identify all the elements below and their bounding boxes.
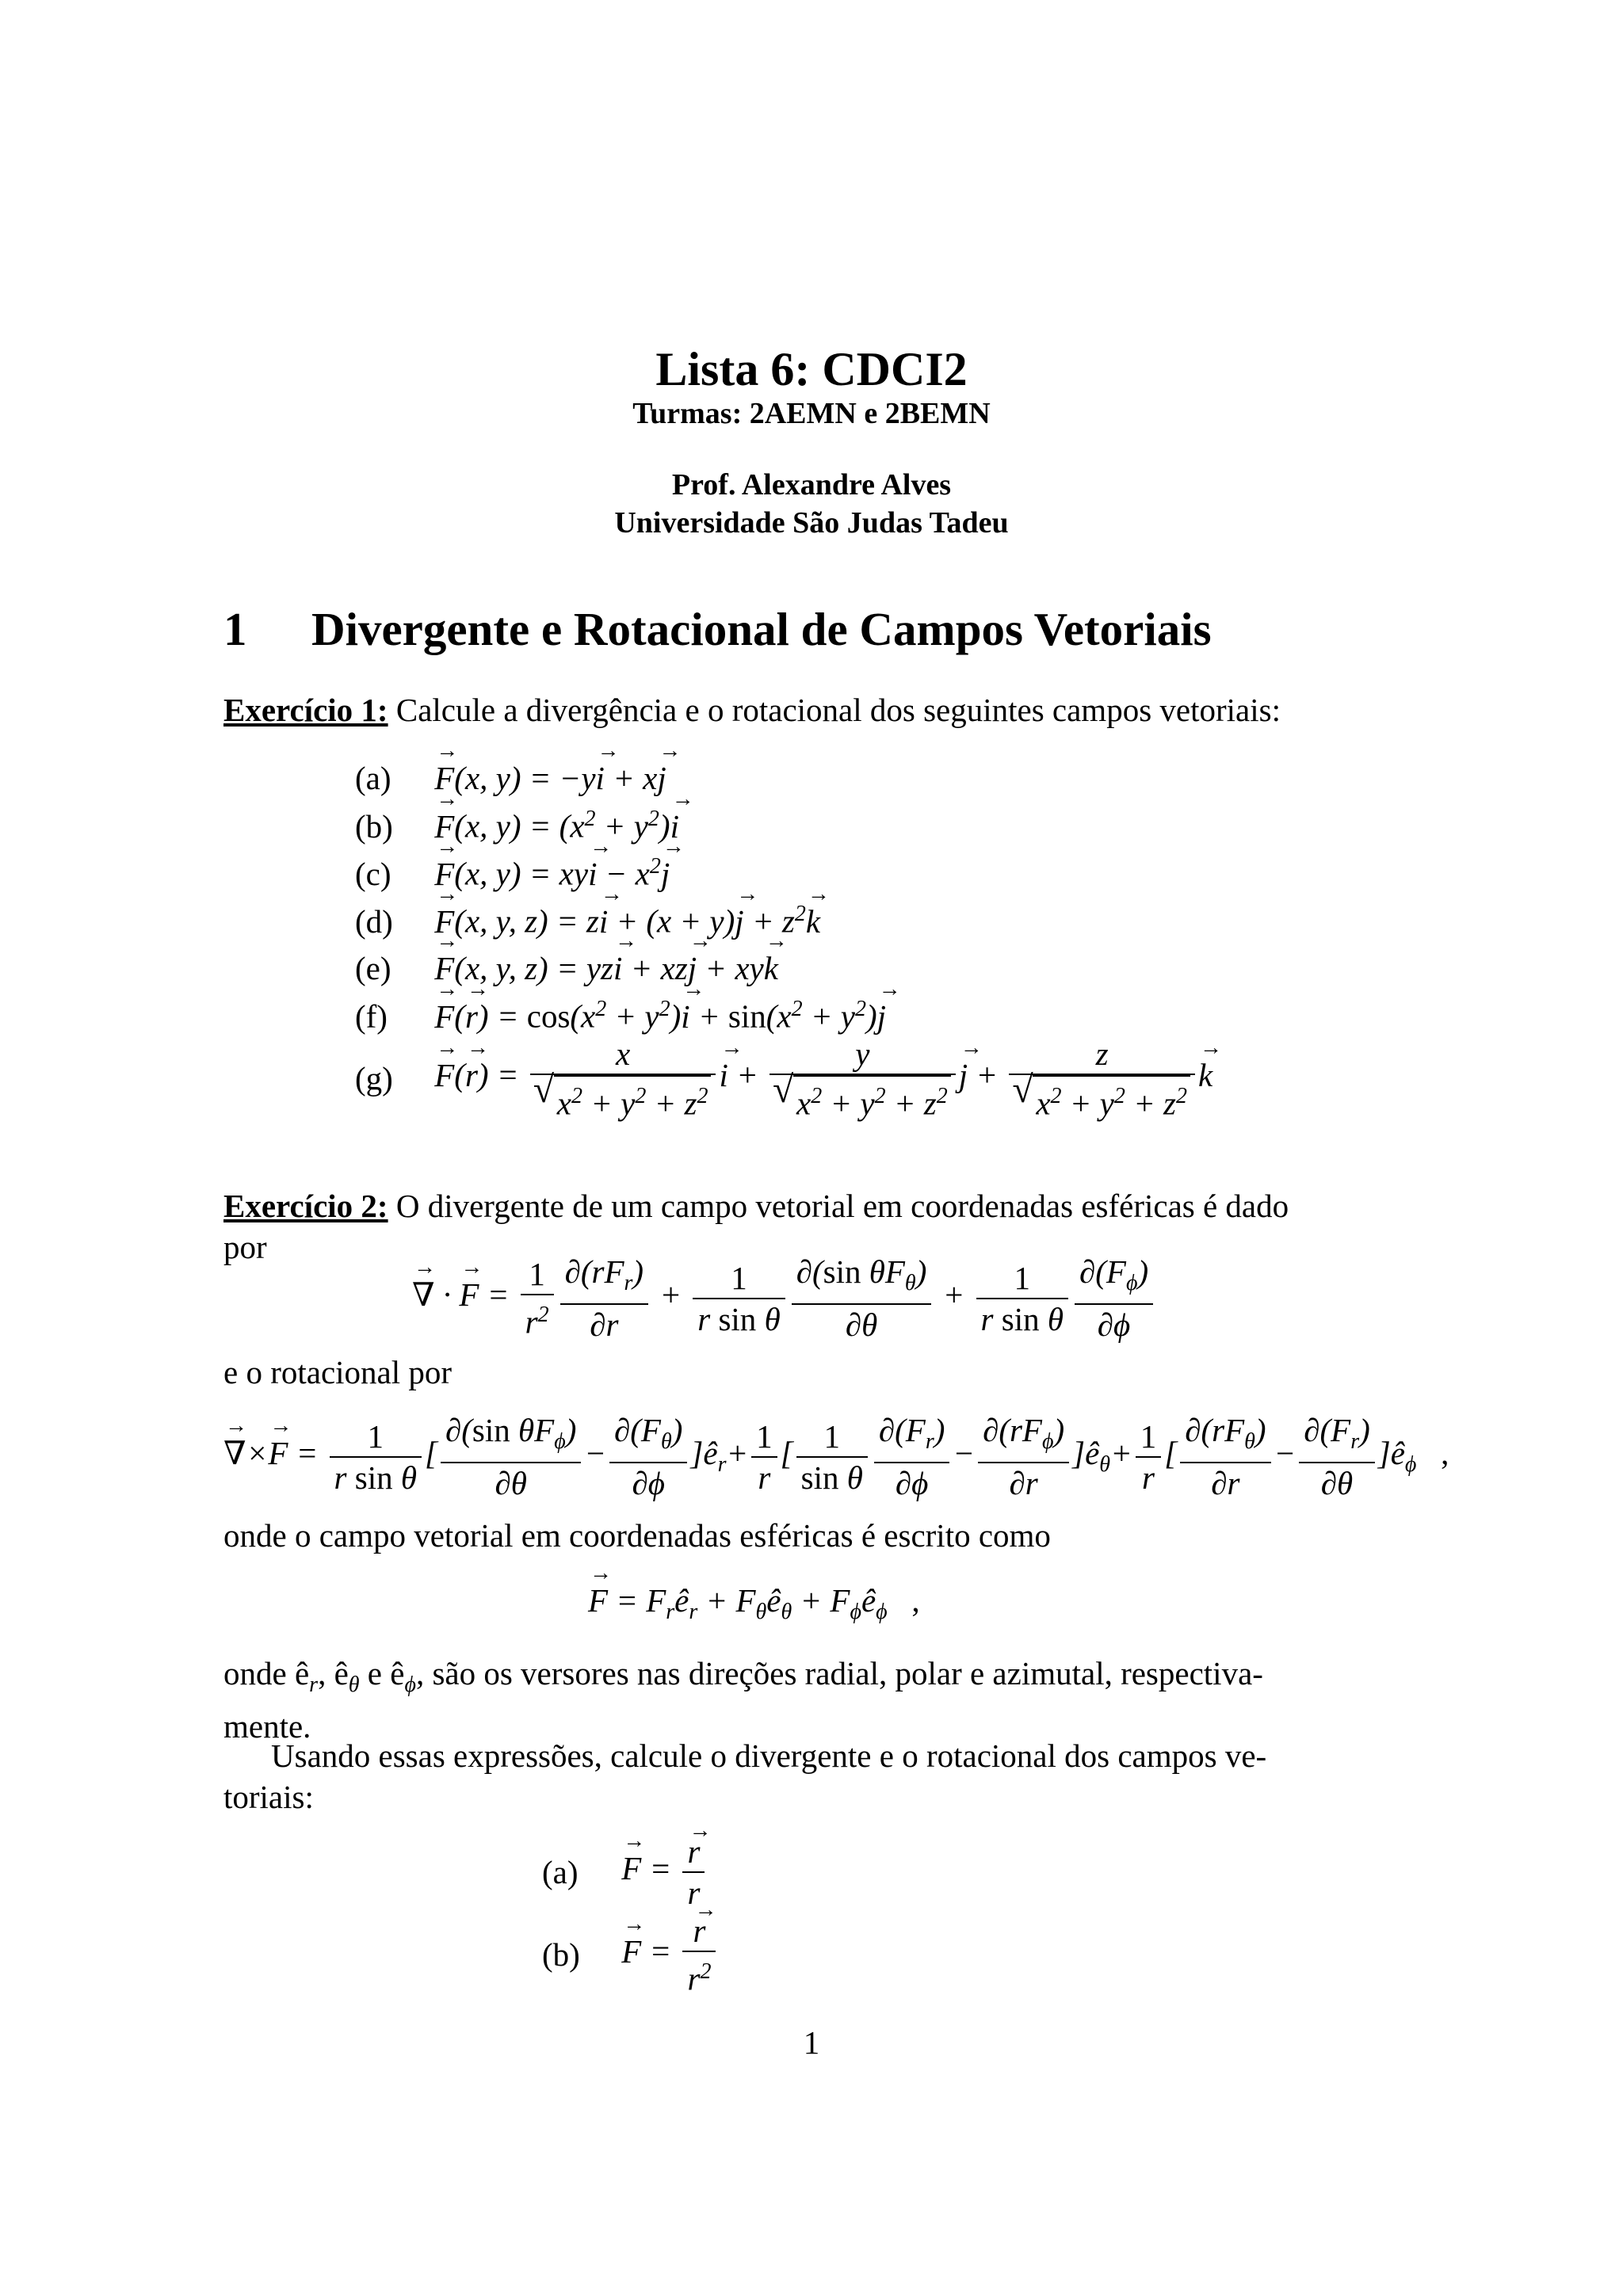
section-number: 1	[223, 603, 247, 655]
exercise2-text5-line1: Usando essas expressões, calcule o divergente e o rotacional dos campos ve-	[271, 1737, 1267, 1774]
section-title: Divergente e Rotacional de Campos Vetoriais	[311, 603, 1212, 655]
exercise2-text4c: mente.	[223, 1708, 311, 1745]
exercise2-text5-line2: toriais:	[223, 1779, 314, 1815]
ex1-item-d: (d) F →(x, y, z) = zi → + (x + y)j → + $z^2k$ →	[355, 902, 820, 940]
ex2-item-b: (b) F → = $\frac{r \to}{r^2}$	[542, 1911, 719, 1999]
turmas: Turmas: 2AEMN e 2BEMN	[632, 397, 991, 430]
exercise2-text3: onde o campo vetorial em coordenadas esféricas é escrito como	[223, 1517, 1051, 1554]
ex1-item-c: (c) F →(x, y) = xyi → − $x^2j$ →	[355, 854, 670, 893]
curl-formula: ∇ →×F → = $\frac{1}{\text{r sin θ}}$ [ $\frac{\partial(\sin \theta F_\phi)}{\partial\theta}$ − $\frac{\partial(F_\theta)}{\partial\phi}$ ]$ê_r+$ $\frac{1}{r}$ [ $\frac{1}{\text{sin θ}}$ $\frac{\partial(F_r)}{\partial\phi}$ − $\frac{\partial(rF_\phi)}{\partial r}$ ]$ê_\theta+$ $\frac{1}{r}$ [ $\frac{\partial(rF_\theta)}{\partial r}$ − $\frac{\partial(F_r)}{\partial\theta}$ ]$ê_\phi$ ,	[223, 1410, 1449, 1503]
page-number: 1	[803, 2024, 820, 2061]
exercise2-text1b: por	[223, 1229, 267, 1265]
exercise2-label: Exercício 2:	[223, 1188, 388, 1224]
item-label: (b)	[355, 807, 393, 845]
item-label: (c)	[355, 855, 391, 892]
item-label: (f)	[355, 997, 388, 1035]
professor: Prof. Alexandre Alves	[671, 468, 952, 502]
ex2-item-a: (a) F → = $\frac{r \to}{r}$	[542, 1832, 708, 1913]
section-heading	[223, 602, 1212, 657]
field-spherical: F → = $F_rê_r$ + $F_\theta ê_\theta$ + $F_\phi ê_\phi$ ,	[588, 1581, 920, 1625]
exercise2-text4a: onde ê	[223, 1655, 310, 1691]
exercise2-text2: e o rotacional por	[223, 1354, 453, 1390]
item-label: (g)	[355, 1060, 393, 1097]
exercise1-text: Calcule a divergência e o rotacional dos seguintes campos vetoriais:	[395, 692, 1281, 728]
exercise2-text4b: são os versores nas direções radial, polar e azimutal, respectiva-	[432, 1655, 1263, 1691]
ex1-item-f: (f) F →(r →) = $\cos(x^2 + y^2)i$ → + $\sin(x^2 + y^2)j$ →	[355, 997, 886, 1035]
ex1-item-a: (a) F →(x, y) = −yi → + xj →	[355, 759, 666, 797]
ex1-item-b: (b) F →(x, $y) = (x^2 + y^2)i$ →	[355, 807, 679, 845]
divergence-formula: ∇ → · F → = $\frac{1}{r^2}$ $\frac{\partial(rF_r)}{\partial r}$ + $\frac{1}{\text{r sin θ}}$ $\frac{\partial(\sin \theta F_\theta)}{\partial\theta}$ + $\frac{1}{\text{r sin θ}}$ $\frac{\partial(F_\phi)}{\partial\phi}$	[412, 1252, 1156, 1344]
exercise1-statement	[223, 689, 1412, 730]
exercise2-text4: onde $ê_r$, $ê_\theta$ e $ê_\phi$, são os versores nas direções radial, polar e azimutal, respectiva- mente.	[223, 1655, 1263, 1745]
exercise1-label: Exercício 1:	[223, 692, 388, 728]
ex1-item-g: (g) F →(r →) = x √ $x^2 + y^2 + z^2$ i → + y √ $x^2 + y^2 + z^2$ j → + z √ $x^2 + y^2 + z^2$ k →	[355, 1034, 1212, 1123]
item-label: (e)	[355, 950, 391, 986]
exercise2-text1: O divergente de um campo vetorial em coordenadas esféricas é dado	[395, 1188, 1289, 1224]
university: Universidade São Judas Tadeu	[614, 506, 1009, 540]
item-label: (a)	[355, 760, 391, 796]
item-label: (d)	[355, 902, 393, 940]
item-label: (a)	[542, 1854, 579, 1890]
ex1-item-e: (e) F →(x, y, z) = yzi → + xzj → + xyk →	[355, 949, 778, 987]
page-title: Lista 6: CDCI2	[655, 343, 968, 395]
item-label: (b)	[542, 1936, 580, 1974]
exercise2-text5	[223, 1735, 1412, 1817]
